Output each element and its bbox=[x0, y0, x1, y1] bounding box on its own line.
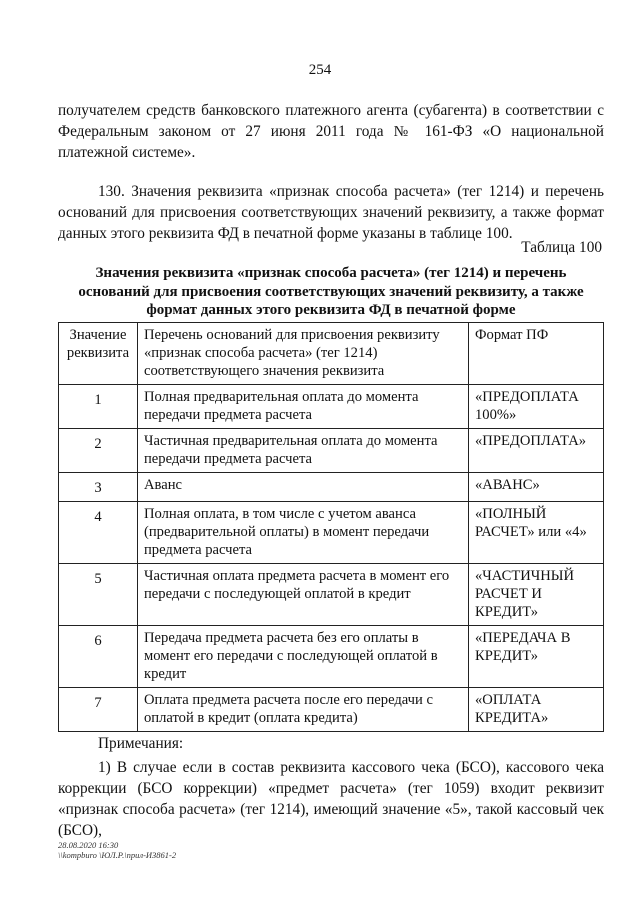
note-1: 1) В случае если в состав реквизита кассового чека (БСО), кассового чека коррекции (БСО коррекции) «предмет расчета» (тег 1059) входит реквизит «признак способа расчета» (тег 1214), имеющий значение «5», такой кассовый чек (БСО), bbox=[58, 759, 604, 839]
header-basis: Перечень оснований для присвоения реквизиту «признак способа расчета» (тег 1214) соответствующего значения реквизита bbox=[138, 323, 469, 385]
header-value: Значение реквизита bbox=[59, 323, 138, 385]
notes-title: Примечания: bbox=[98, 735, 184, 752]
row-value: 6 bbox=[59, 626, 138, 688]
row-value: 2 bbox=[59, 429, 138, 473]
row-format: «АВАНС» bbox=[469, 473, 604, 502]
table-row bbox=[59, 473, 604, 502]
row-format: «ПРЕДОПЛАТА» bbox=[469, 429, 604, 473]
row-value: 5 bbox=[59, 564, 138, 626]
row-value: 7 bbox=[59, 688, 138, 732]
continuation-paragraph: получателем средств банковского платежного агента (субагента) в соответствии с Федеральным законом от 27 июня 2011 года № 161-ФЗ «О национальной платежной системе». bbox=[58, 102, 604, 161]
requisite-table bbox=[58, 322, 604, 732]
table-row bbox=[59, 564, 604, 626]
row-basis: Передача предмета расчета без его оплаты в момент его передачи с последующей оплатой в кредит bbox=[138, 626, 469, 688]
footer-path: \\kompburo \ЮЛ.Р.\прил-ИЗ861-2 bbox=[58, 850, 177, 860]
print-footer bbox=[58, 840, 176, 860]
row-value: 1 bbox=[59, 385, 138, 429]
row-basis: Полная предварительная оплата до момента передачи предмета расчета bbox=[138, 385, 469, 429]
row-format: «ПРЕДОПЛАТА 100%» bbox=[469, 385, 604, 429]
table-row bbox=[59, 502, 604, 564]
table-row bbox=[59, 429, 604, 473]
page-number: 254 bbox=[308, 62, 332, 78]
row-basis: Полная оплата, в том числе с учетом аванса (предварительной оплаты) в момент передачи предмета расчета bbox=[138, 502, 469, 564]
row-value: 4 bbox=[59, 502, 138, 564]
row-format: «ЧАСТИЧНЫЙ РАСЧЕТ И КРЕДИТ» bbox=[469, 564, 604, 626]
row-basis: Оплата предмета расчета после его передачи с оплатой в кредит (оплата кредита) bbox=[138, 688, 469, 732]
row-basis: Частичная предварительная оплата до момента передачи предмета расчета bbox=[138, 429, 469, 473]
row-basis: Частичная оплата предмета расчета в момент его передачи с последующей оплатой в кредит bbox=[138, 564, 469, 626]
row-format: «ПЕРЕДАЧА В КРЕДИТ» bbox=[469, 626, 604, 688]
table-title: Значения реквизита «признак способа расчета» (тег 1214) и перечень оснований для присвоения соответствующих значений реквизиту, а также формат данных этого реквизита ФД в печатной форме bbox=[78, 265, 584, 318]
row-basis: Аванс bbox=[138, 473, 469, 502]
table-row bbox=[59, 626, 604, 688]
row-value: 3 bbox=[59, 473, 138, 502]
row-format: «ОПЛАТА КРЕДИТА» bbox=[469, 688, 604, 732]
paragraph-130: 130. Значения реквизита «признак способа расчета» (тег 1214) и перечень оснований для присвоения соответствующих значений реквизиту, а также формат данных этого реквизита ФД в печатной форме указаны в таблице 100. bbox=[58, 183, 604, 242]
header-format: Формат ПФ bbox=[469, 323, 604, 385]
table-header-row bbox=[59, 323, 604, 385]
row-format: «ПОЛНЫЙ РАСЧЕТ» или «4» bbox=[469, 502, 604, 564]
table-row bbox=[59, 688, 604, 732]
footer-timestamp: 28.08.2020 16:30 bbox=[58, 840, 119, 850]
table-row bbox=[59, 385, 604, 429]
table-label: Таблица 100 bbox=[521, 239, 602, 256]
